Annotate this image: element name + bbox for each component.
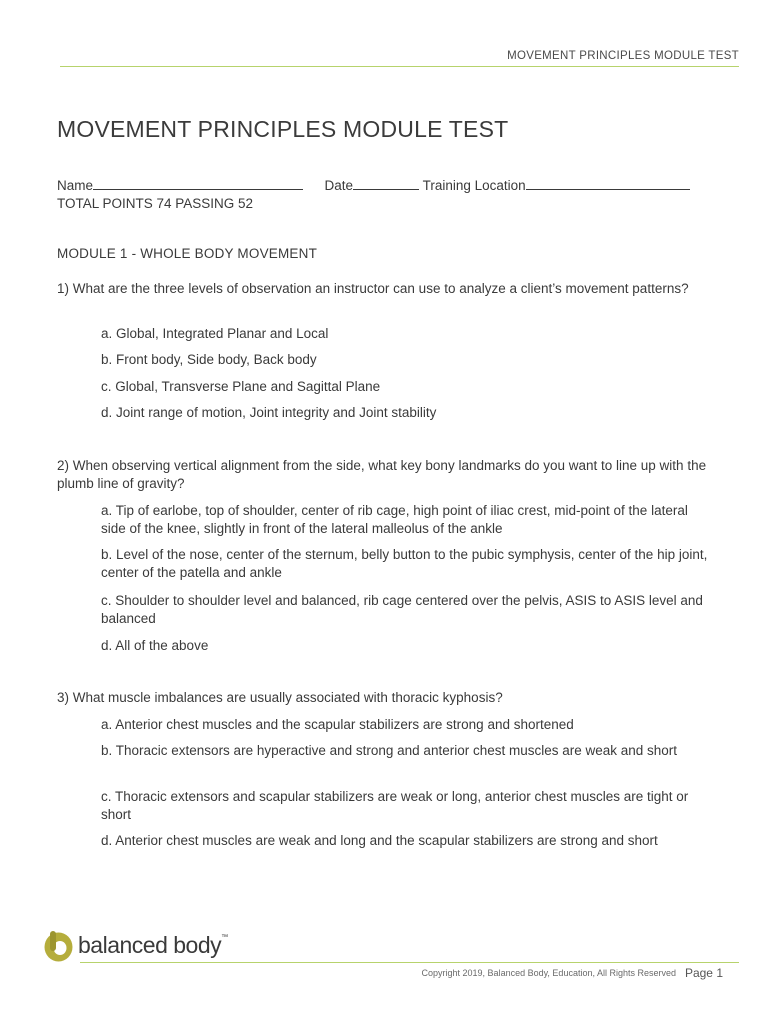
question-2: 2) When observing vertical alignment from the side, what key bony landmarks do you want to line up with the plumb line of gravity? xyxy=(57,458,707,491)
balanced-body-logo xyxy=(43,926,228,964)
question-2-option-c: c. Shoulder to shoulder level and balanced, rib cage centered over the pelvis, ASIS to ASIS level and balanced xyxy=(101,593,703,626)
header-divider xyxy=(60,66,739,67)
page-title: MOVEMENT PRINCIPLES MODULE TEST xyxy=(57,116,509,142)
location-label: Training Location xyxy=(422,178,526,193)
logo-wordmark: balanced body™ xyxy=(78,931,228,958)
name-label: Name xyxy=(57,178,94,193)
question-3: 3) What muscle imbalances are usually associated with thoracic kyphosis? xyxy=(57,690,503,705)
question-2-option-b: b. Level of the nose, center of the sternum, belly button to the pubic symphysis, center of the hip joint, center of the patella and ankle xyxy=(101,547,708,580)
module-heading: MODULE 1 - WHOLE BODY MOVEMENT xyxy=(57,246,318,261)
page-number: Page 1 xyxy=(684,966,723,980)
question-1-option-c: c. Global, Transverse Plane and Sagittal Plane xyxy=(101,379,381,394)
question-1-option-a: a. Global, Integrated Planar and Local xyxy=(101,326,329,341)
form-line-1 xyxy=(57,177,690,193)
question-2-option-d: d. All of the above xyxy=(101,638,209,653)
running-header: MOVEMENT PRINCIPLES MODULE TEST xyxy=(507,50,739,62)
question-3-option-d: d. Anterior chest muscles are weak and long and the scapular stabilizers are strong and short xyxy=(101,833,658,848)
question-1-option-d: d. Joint range of motion, Joint integrity and Joint stability xyxy=(101,405,437,420)
question-3-option-a: a. Anterior chest muscles and the scapular stabilizers are strong and shortened xyxy=(101,717,574,732)
location-blank xyxy=(526,177,690,190)
name-blank xyxy=(93,177,303,190)
question-1-option-b: b. Front body, Side body, Back body xyxy=(101,352,317,367)
points-line: TOTAL POINTS 74 PASSING 52 xyxy=(57,196,254,211)
question-1: 1) What are the three levels of observation an instructor can use to analyze a client’s movement patterns? xyxy=(57,281,689,296)
date-blank xyxy=(353,177,419,190)
date-label: Date xyxy=(324,178,354,193)
question-3-option-b: b. Thoracic extensors are hyperactive and strong and anterior chest muscles are weak and short xyxy=(101,743,678,758)
balanced-body-logo-icon xyxy=(43,928,74,963)
question-2-option-a: a. Tip of earlobe, top of shoulder, center of rib cage, high point of iliac crest, mid-point of the lateral side of the knee, slightly in front of the lateral malleolus of the ankle xyxy=(101,503,688,536)
question-3-option-c: c. Thoracic extensors and scapular stabilizers are weak or long, anterior chest muscles are tight or short xyxy=(101,789,689,822)
copyright-text: Copyright 2019, Balanced Body, Education, All Rights Reserved xyxy=(421,968,676,978)
